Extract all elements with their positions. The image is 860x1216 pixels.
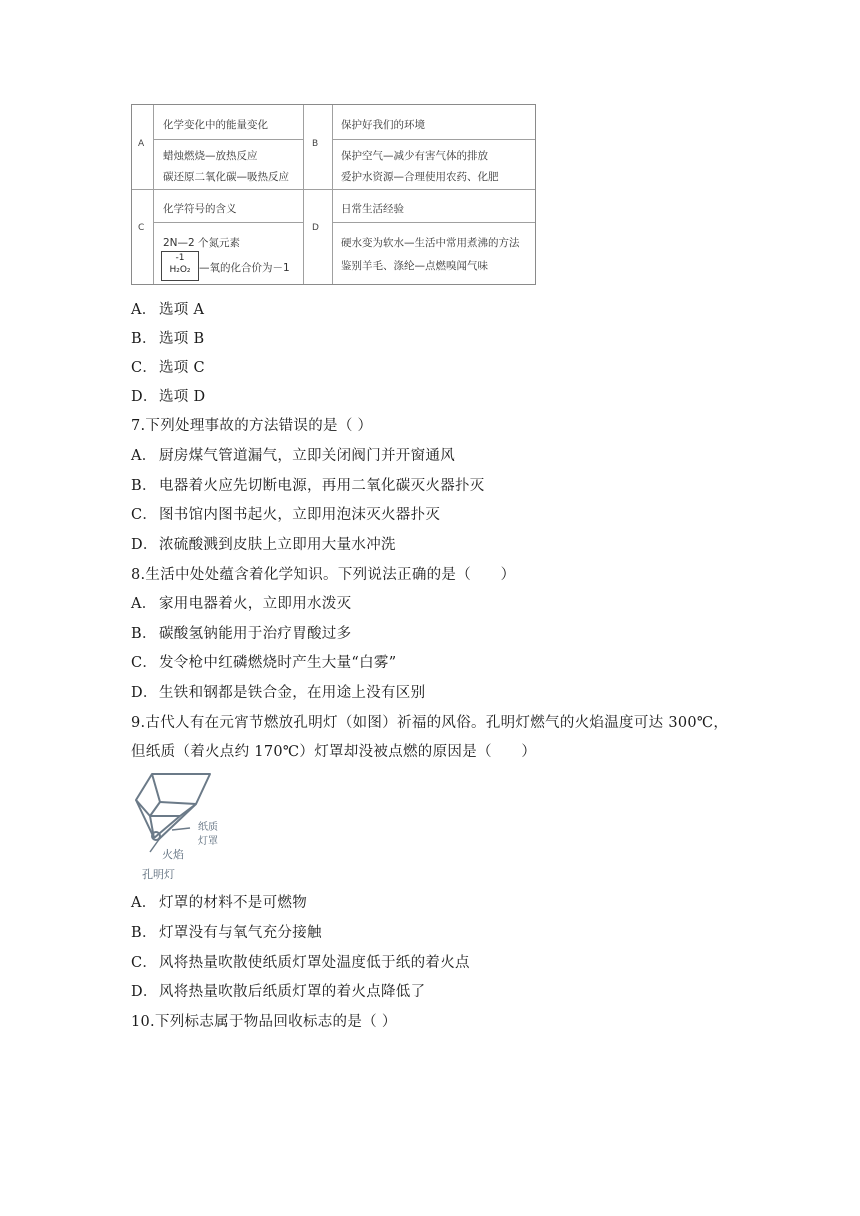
cell-letter-b: B bbox=[312, 139, 319, 149]
option-text: 图书馆内图书起火，立即用泡沫灭火器扑灭 bbox=[159, 507, 441, 523]
formula-h2o2: H₂O₂ bbox=[169, 265, 191, 275]
option-text: 发令枪中红磷燃烧时产生大量“白雾” bbox=[159, 655, 397, 671]
q6-option-d[interactable] bbox=[131, 385, 205, 406]
option-text: 生铁和钢都是铁合金，在用途上没有区别 bbox=[159, 685, 426, 701]
cell-b-title: 保护好我们的环境 bbox=[341, 119, 425, 131]
cell-c-line2: —氧的化合价为－1 bbox=[199, 262, 290, 274]
option-text: 选项 C bbox=[159, 360, 205, 376]
label-flame: 火焰 bbox=[162, 848, 184, 861]
cell-a-title: 化学变化中的能量变化 bbox=[163, 119, 268, 131]
q10-stem: 10.下列标志属于物品回收标志的是（ ） bbox=[131, 1014, 397, 1030]
q6-option-b[interactable] bbox=[131, 327, 204, 348]
option-label: D． bbox=[131, 984, 158, 1000]
cell-a-line2: 碳还原二氧化碳—吸热反应 bbox=[163, 171, 289, 183]
table-divider bbox=[332, 139, 535, 140]
cell-letter-c: C bbox=[138, 223, 145, 233]
option-text: 浓硫酸溅到皮肤上立即用大量水冲洗 bbox=[159, 537, 396, 553]
option-label: B． bbox=[131, 626, 157, 642]
kongming-lantern-figure bbox=[130, 768, 230, 882]
q8-option-b[interactable] bbox=[131, 622, 351, 643]
cell-b-line1: 保护空气—减少有害气体的排放 bbox=[341, 150, 488, 162]
table-divider bbox=[332, 222, 535, 223]
q7-option-d[interactable] bbox=[131, 533, 396, 554]
option-text: 碳酸氢钠能用于治疗胃酸过多 bbox=[159, 626, 352, 642]
option-text: 厨房煤气管道漏气，立即关闭阀门并开窗通风 bbox=[159, 448, 455, 464]
option-label: C． bbox=[131, 360, 158, 376]
cell-letter-a: A bbox=[138, 139, 145, 149]
option-text: 风将热量吹散使纸质灯罩处温度低于纸的着火点 bbox=[159, 955, 470, 971]
q9-option-d[interactable] bbox=[131, 980, 425, 1001]
option-text: 家用电器着火，立即用水泼灭 bbox=[159, 596, 352, 612]
option-text: 风将热量吹散后纸质灯罩的着火点降低了 bbox=[159, 984, 426, 1000]
q9-option-c[interactable] bbox=[131, 951, 470, 972]
q7-option-b[interactable] bbox=[131, 474, 485, 495]
label-name: 孔明灯 bbox=[142, 868, 175, 881]
cell-c-line1: 2N—2 个氮元素 bbox=[163, 237, 241, 249]
table-divider bbox=[303, 105, 304, 284]
option-label: B． bbox=[131, 331, 157, 347]
q7-stem: 7.下列处理事故的方法错误的是（ ） bbox=[131, 418, 373, 434]
option-label: D． bbox=[131, 685, 158, 701]
cell-d-title: 日常生活经验 bbox=[341, 203, 404, 215]
q6-option-c[interactable] bbox=[131, 356, 205, 377]
answer-table bbox=[131, 104, 536, 285]
option-text: 选项 D bbox=[159, 389, 206, 405]
option-label: D． bbox=[131, 389, 158, 405]
option-text: 灯罩没有与氧气充分接触 bbox=[159, 925, 322, 941]
option-label: B． bbox=[131, 925, 157, 941]
q6-option-a[interactable] bbox=[131, 298, 204, 319]
formula-box bbox=[161, 251, 199, 281]
option-label: D． bbox=[131, 537, 158, 553]
label-shade-2: 灯罩 bbox=[198, 836, 218, 847]
cell-b-line2: 爱护水资源—合理使用农药、化肥 bbox=[341, 171, 499, 183]
q9-option-b[interactable] bbox=[131, 921, 322, 942]
option-text: 灯罩的材料不是可燃物 bbox=[159, 895, 307, 911]
q9-stem-line1: 9.古代人有在元宵节燃放孔明灯（如图）祈福的风俗。孔明灯燃气的火焰温度可达 300℃， bbox=[131, 715, 729, 731]
option-text: 选项 A bbox=[159, 302, 205, 318]
table-divider bbox=[332, 105, 333, 284]
cell-a-line1: 蜡烛燃烧—放热反应 bbox=[163, 150, 258, 162]
option-label: C． bbox=[131, 955, 158, 971]
table-divider bbox=[132, 189, 535, 190]
q8-option-c[interactable] bbox=[131, 651, 396, 672]
option-label: A． bbox=[131, 302, 157, 318]
cell-c-title: 化学符号的含义 bbox=[163, 203, 237, 215]
table-divider bbox=[153, 105, 154, 284]
label-shade: 纸质 bbox=[198, 822, 218, 833]
q7-option-c[interactable] bbox=[131, 503, 440, 524]
formula-valence: -1 bbox=[175, 253, 185, 263]
option-label: C． bbox=[131, 655, 158, 671]
option-text: 电器着火应先切断电源，再用二氧化碳灭火器扑灭 bbox=[159, 478, 485, 494]
q8-option-a[interactable] bbox=[131, 592, 351, 613]
option-label: A． bbox=[131, 895, 157, 911]
cell-d-line2: 鉴别羊毛、涤纶—点燃嗅闻气味 bbox=[341, 260, 488, 272]
q8-stem: 8.生活中处处蕴含着化学知识。下列说法正确的是（ ） bbox=[131, 567, 516, 583]
option-label: B． bbox=[131, 478, 157, 494]
q8-option-d[interactable] bbox=[131, 681, 425, 702]
option-label: A． bbox=[131, 596, 157, 612]
option-label: C． bbox=[131, 507, 158, 523]
cell-letter-d: D bbox=[312, 223, 319, 233]
q7-option-a[interactable] bbox=[131, 444, 455, 465]
option-label: A． bbox=[131, 448, 157, 464]
lantern-drawing bbox=[130, 768, 230, 882]
q9-stem-line2: 但纸质（着火点约 170℃）灯罩却没被点燃的原因是（ ） bbox=[131, 744, 537, 760]
q9-option-a[interactable] bbox=[131, 891, 307, 912]
table-divider bbox=[153, 222, 303, 223]
table-divider bbox=[153, 139, 303, 140]
option-text: 选项 B bbox=[159, 331, 205, 347]
cell-d-line1: 硬水变为软水—生活中常用煮沸的方法 bbox=[341, 237, 520, 249]
